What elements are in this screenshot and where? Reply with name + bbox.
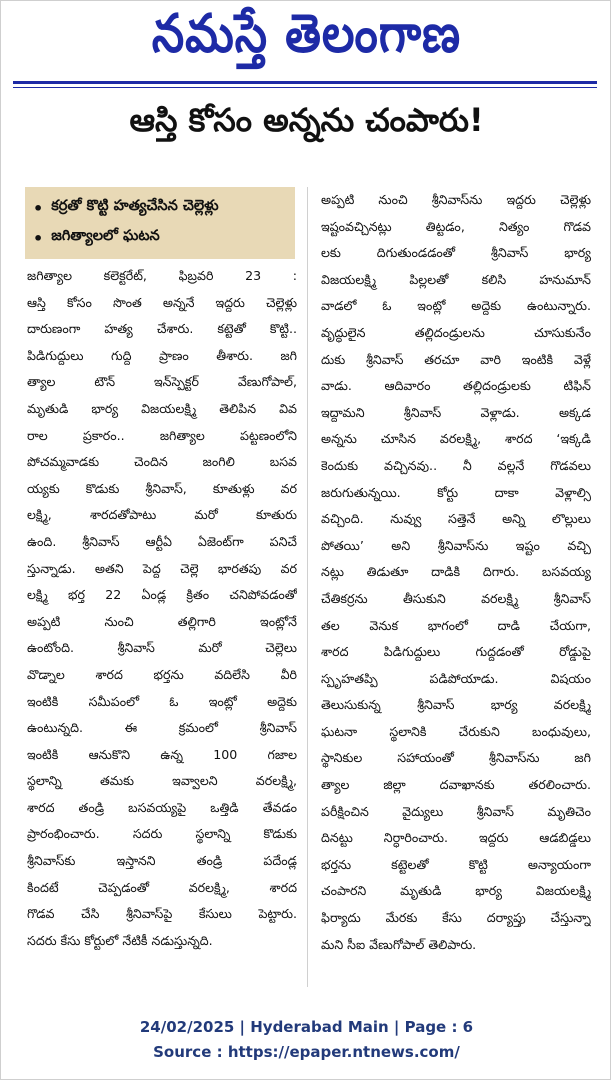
article-line: మృతుడి భార్య విజయలక్ష్మి తెలిపిన వివ [27, 400, 297, 416]
article-line: నట్లు తిడుతూ దాడికి దిగారు. బసవయ్య [321, 564, 591, 580]
article-line: వృద్ధులైన తల్లిదండ్రులను చూసుకునేం [321, 324, 591, 340]
article-line: య్యకు కొడుకు శ్రీనివాస్, కూతుళ్లు వర [27, 480, 297, 496]
article-line: దారుణంగా హత్య చేశారు. కట్టెతో కొట్టి.. [27, 321, 297, 337]
article-line: పోతయి’ అని శ్రీనివాస్‌ను ఇష్టం వచ్చి [321, 537, 591, 553]
article-line: శారద తండ్రి బసవయ్యపై ఒత్తిడి తేవడం [27, 799, 297, 815]
article-line: ఘటనా స్థలానికి చేరుకుని బంధువులు, [321, 723, 591, 739]
article-line: సదరు కేసు కోర్టులో నేటికీ నడుస్తున్నది. [27, 932, 213, 948]
article-line: అప్పటి నుంచి శ్రీనివాస్‌ను ఇద్దరు చెల్లెళ్లు [321, 192, 591, 207]
article-line: అన్నను చూసిన వరలక్ష్మి, శారద ‘ఇక్కడి [321, 431, 591, 447]
highlight-item [33, 193, 289, 223]
article-line: భర్తను కట్టెలతో కొట్టి అన్యాయంగా [321, 856, 591, 872]
article-line: లక్ష్మి భర్త 22 ఏండ్ల క్రితం చనిపోవడంతో [27, 587, 297, 603]
article-line: చంపారని మృతుడి భార్య విజయలక్ష్మి [321, 883, 591, 899]
article-line: లకు దిగుతుండడంతో శ్రీనివాస్ భార్య [321, 245, 591, 261]
highlights-box [25, 187, 295, 259]
highlight-text: జగిత్యాలలో ఘటన [51, 228, 160, 244]
article-column-left [27, 263, 297, 954]
article-line: వాడలో ఓ ఇంట్లో అద్దెకు ఉంటున్నారు. [321, 298, 591, 314]
article-line: శారద పిడిగుద్దులు గుద్దడంతో రోడ్డుపై [321, 644, 591, 660]
article-line: జగిత్యాల కలెక్టరేట్, ఫిబ్రవరి 23 : [27, 268, 297, 283]
article-line: పోచమ్మవాడకు చెందిన జంగిలి బసవ [27, 454, 297, 470]
bullet-icon: • [33, 228, 44, 248]
article-line: స్థలాన్ని తమకు ఇవ్వాలని వరలక్ష్మి, [27, 773, 297, 789]
article-line: ఇంటికి సమీపంలో ఓ ఇంట్లో అద్దెకు [27, 693, 297, 709]
article-line: జరుగుతున్నయి. కోర్టు దాకా వెళ్లాల్సి [321, 484, 591, 500]
article-line: పిడిగుద్దులు గుద్ది ప్రాణం తీశారు. జగి [27, 347, 297, 363]
highlight-item [33, 223, 289, 253]
article-line: వొడ్నాల శారద భర్తను వదిలేసి వీరి [27, 666, 297, 682]
article-line: అప్పటి నుంచి తల్లిగారి ఇంట్లోనే [27, 613, 297, 629]
article-column-right [321, 187, 591, 958]
article-line: కిందటే చెప్పడంతో వరలక్ష్మి, శారద [27, 879, 297, 895]
article-line: ఇంటికి ఆనుకొని ఉన్న 100 గజాల [27, 746, 297, 762]
article-line: వచ్చింది. నువ్వు సత్తెనే అన్ని లొల్లులు [321, 511, 591, 527]
article-line: లక్ష్మి, శారదతోపాటు మరో కూతురు [27, 507, 297, 523]
bullet-icon: • [33, 198, 44, 218]
masthead-title: నమస్తే తెలంగాణ [151, 2, 462, 65]
article-line: స్తున్నాడు. అతని పెద్ద చెల్లె భారతపు వర [27, 560, 297, 576]
footer-source: Source : https://epaper.ntnews.com/ [153, 1043, 460, 1061]
article-line: ప్రారంభించారు. సదరు స్థలాన్ని కొడుకు [27, 826, 297, 842]
article-headline: ఆస్తి కోసం అన్నను చంపారు! [129, 101, 484, 139]
article-line: దుకు శ్రీనివాస్ తరచూ వారి ఇంటికి వెళ్లే [321, 351, 591, 367]
article-line: స్పృహతప్పి పడిపోయాడు. విషయం [321, 670, 591, 686]
article-line: శ్రీనివాస్‌కు ఇస్తానని తండ్రి పదేండ్ల [27, 853, 297, 869]
article-line: చేతికర్రను తీసుకుని వరలక్ష్మి శ్రీనివాస్ [321, 590, 591, 606]
article-line: కెందుకు వచ్చినవు.. నీ వల్లనే గొడవలు [321, 457, 591, 473]
article-line: త్యాల జిల్లా దవాఖానకు తరలించారు. [321, 777, 591, 793]
masthead [1, 2, 611, 75]
article-line: తల వెనుక భాగంలో దాడి చేయగా, [321, 617, 591, 633]
article-line: గొడవ చేసి శ్రీనివాస్‌పై కేసులు పెట్టారు. [27, 906, 297, 922]
article-line: స్థానికుల సహాయంతో శ్రీనివాస్‌ను జగి [321, 750, 591, 766]
column-divider [307, 187, 308, 987]
article-line: రాల ప్రకారం.. జగిత్యాల పట్టణంలోని [27, 427, 297, 443]
article-line: విజయలక్ష్మి పిల్లలతో కలిసి హనుమాన్ [321, 271, 591, 287]
article-line: దినట్టు నిర్ధారించారు. ఇద్దరు ఆడబిడ్డలు [321, 830, 591, 846]
masthead-rule [13, 81, 597, 84]
article-line: తెలుసుకున్న శ్రీనివాస్ భార్య వరలక్ష్మి [321, 697, 591, 713]
article-line: వాడు. ఆదివారం తల్లిదండ్రులకు టిఫిన్ [321, 378, 591, 394]
article-line: ఉంటున్నది. ఈ క్రమంలో శ్రీనివాస్ [27, 720, 297, 736]
article-line: ఇద్దామని శ్రీనివాస్ వెళ్లాడు. అక్కడ [321, 404, 591, 420]
article-line: ఉంటోంది. శ్రీనివాస్ మరో చెల్లెలు [27, 640, 297, 656]
highlight-text: కర్రతో కొట్టి హత్యచేసిన చెల్లెళ్లు [51, 198, 219, 214]
footer-edition-info: 24/02/2025 | Hyderabad Main | Page : 6 [139, 1018, 474, 1036]
masthead-rule-thin [13, 87, 597, 88]
article-line: ఇష్టంవచ్చినట్లు తిట్టడం, నిత్యం గొడవ [321, 218, 591, 234]
article-line: మని సీఐ వేణుగోపాల్ తెలిపారు. [321, 936, 477, 952]
article-line: ఫిర్యాదు మేరకు కేసు దర్యాప్తు చేస్తున్నా [321, 910, 591, 926]
article-line: పరీక్షించిన వైద్యులు శ్రీనివాస్ మృతిచెం [321, 803, 591, 819]
article-line: ఉంది. శ్రీనివాస్ ఆర్టీఏ ఏజెంట్‌గా పనిచే [27, 533, 297, 549]
article-line: త్యాల టౌన్ ఇన్‌స్పెక్టర్ వేణుగోపాల్, [27, 374, 297, 390]
article-line: ఆస్తి కోసం సొంత అన్ననే ఇద్దరు చెల్లెళ్లు [27, 294, 297, 310]
